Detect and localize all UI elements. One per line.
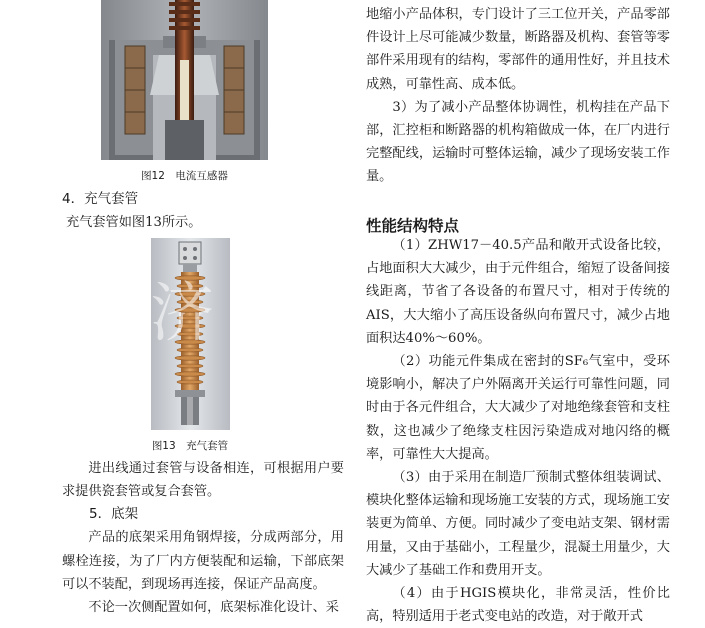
paragraph-item-3: 3）为了减小产品整体协调性，机构挂在产品下部，汇控柜和断路器的机构箱做成一体，在厂内进行完整配线，运输时可整体运输，减少了现场安装工作量。 bbox=[366, 99, 670, 185]
section-5-heading: 5．底架 bbox=[89, 506, 139, 523]
left-column-body bbox=[62, 457, 344, 619]
right-column-features bbox=[366, 234, 670, 628]
left-section-4 bbox=[62, 188, 344, 234]
paragraph-base-2: 不论一次侧配置如何，底架标准化设计、采 bbox=[88, 600, 339, 616]
watermark: 济 bbox=[150, 277, 214, 351]
feature-3: （3）由于采用在制造厂预制式整体组装调试、模块化整体运输和现场施工安装的方式，现场施工安装更为简单、方便。同时减少了变电站支架、钢材需用量，又由于基础小，工程量少，混凝土用量少，大大减少了基础工作和费用开支。 bbox=[366, 470, 670, 578]
figure-12-caption: 图12 电流互感器 bbox=[141, 170, 228, 182]
right-column-top bbox=[366, 3, 670, 189]
feature-2: （2）功能元件集成在密封的SF₆气室中，受环境影响小，解决了户外隔离开关运行可靠性问题，同时由于各元件组合，大大减少了对地绝缘套管和支柱数，这也减少了绝缘支柱因污染造成对地闪络的概率，可靠性大大提高。 bbox=[366, 354, 670, 462]
feature-1: （1）ZHW17－40.5产品和敞开式设备比较，占地面积大大减少，由于元件组合，缩短了设备间接线距离，节省了各设备的布置尺寸，相对于传统的AIS，大大缩小了高压设备纵向布置尺寸，减少占地面积达40%～60%。 bbox=[366, 238, 670, 346]
feature-4: （4）由于HGIS模块化，非常灵活，性价比高，特别适用于老式变电站的改造，对于敞开式 bbox=[366, 586, 670, 625]
section-4-intro: 充气套管如图13所示。 bbox=[65, 215, 202, 230]
section-title-performance: 性能结构特点 bbox=[366, 217, 460, 235]
paragraph-bushing: 进出线通过套管与设备相连，可根据用户要求提供瓷套管或复合套管。 bbox=[62, 461, 344, 500]
figure-12-current-transformer bbox=[101, 0, 268, 160]
current-transformer-illustration bbox=[101, 0, 268, 160]
paragraph-continued: 地缩小产品体积，专门设计了三工位开关，产品零部件设计上尽可能减少数量，断路器及机构、套管等零部件采用现有的结构，零部件的通用性好，并且技术成熟，可靠性高、成本低。 bbox=[366, 7, 670, 92]
paragraph-base: 产品的底架采用角钢焊接，分成两部分，用螺栓连接，为了厂内方便装配和运输，下部底架可以不装配，到现场再连接，保证产品高度。 bbox=[62, 530, 344, 592]
figure-13-caption: 图13 充气套管 bbox=[151, 440, 229, 452]
section-4-heading: 4．充气套管 bbox=[62, 191, 139, 207]
